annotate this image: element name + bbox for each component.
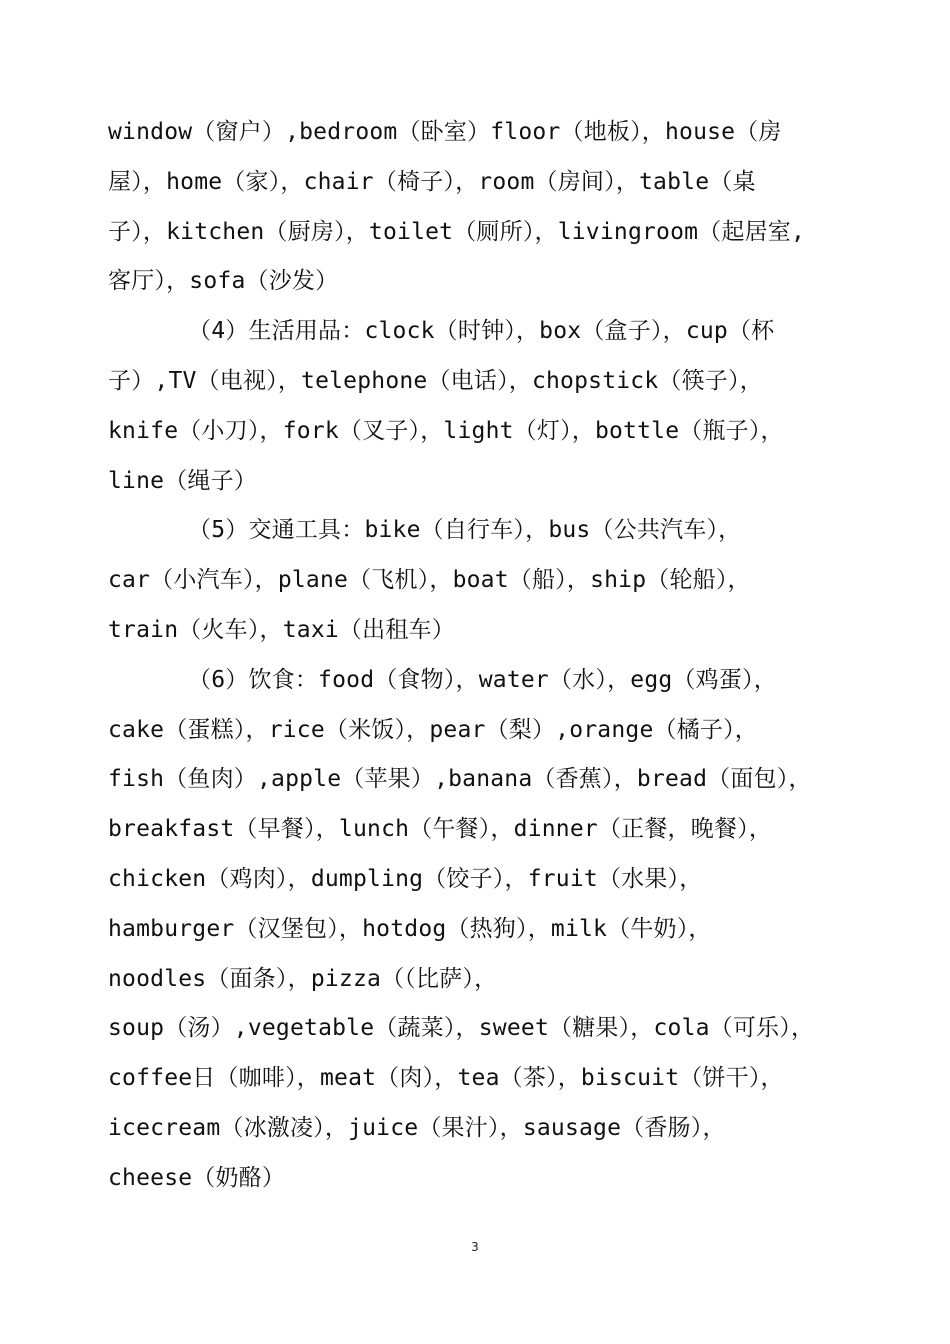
text-line: train（火车），taxi（出租车）	[108, 616, 455, 643]
text-line: window（窗户）,bedroom（卧室）floor（地板），house（房	[108, 119, 782, 145]
text-line: coffee日（咖啡），meat（肉），tea（茶），biscuit（饼干），	[108, 1065, 784, 1092]
text-line: 客厅），sofa（沙发）	[108, 268, 339, 295]
text-line: cake（蛋糕），rice（米饭），pear（梨）,orange（橘子），	[108, 716, 758, 743]
text-line: 屋），home（家），chair（椅子），room（房间），table（桌	[108, 168, 756, 195]
text-line: breakfast（早餐），lunch（午餐），dinner（正餐，晚餐），	[108, 816, 773, 843]
text-line: cheese（奶酪）	[108, 1164, 286, 1191]
text-line: car（小汽车），plane（飞机），boat（船），ship（轮船），	[108, 567, 751, 594]
text-line: knife（小刀），fork（叉子），light（灯），bottle（瓶子），	[108, 417, 784, 444]
page-number: 3	[471, 1240, 479, 1254]
text-line: hamburger（汉堡包），hotdog（热狗），milk（牛奶），	[108, 915, 712, 942]
text-line: 子）,TV（电视），telephone（电话），chopstick（筷子），	[108, 367, 763, 394]
document-body	[108, 108, 868, 1204]
section-heading-food: （6）饮食：food（食物），water（水），egg（鸡蛋），	[188, 666, 777, 693]
text-line: fish（鱼肉）,apple（苹果）,banana（香蕉），bread（面包），	[108, 766, 812, 793]
text-line: soup（汤）,vegetable（蔬菜），sweet（糖果），cola（可乐），	[108, 1015, 815, 1042]
text-line: 子），kitchen（厨房），toilet（厕所），livingroom（起居室,	[108, 218, 806, 245]
text-line: noodles（面条），pizza（（比萨），	[108, 965, 498, 992]
section-heading-daily-items: （4）生活用品：clock（时钟），box（盒子），cup（杯	[188, 318, 775, 345]
text-line: icecream（冰激凌），juice（果汁），sausage（香肠），	[108, 1114, 726, 1141]
text-line: chicken（鸡肉），dumpling（饺子），fruit（水果），	[108, 865, 703, 892]
section-heading-transport: （5）交通工具：bike（自行车），bus（公共汽车），	[188, 517, 742, 544]
text-line: line（绳子）	[108, 467, 257, 494]
